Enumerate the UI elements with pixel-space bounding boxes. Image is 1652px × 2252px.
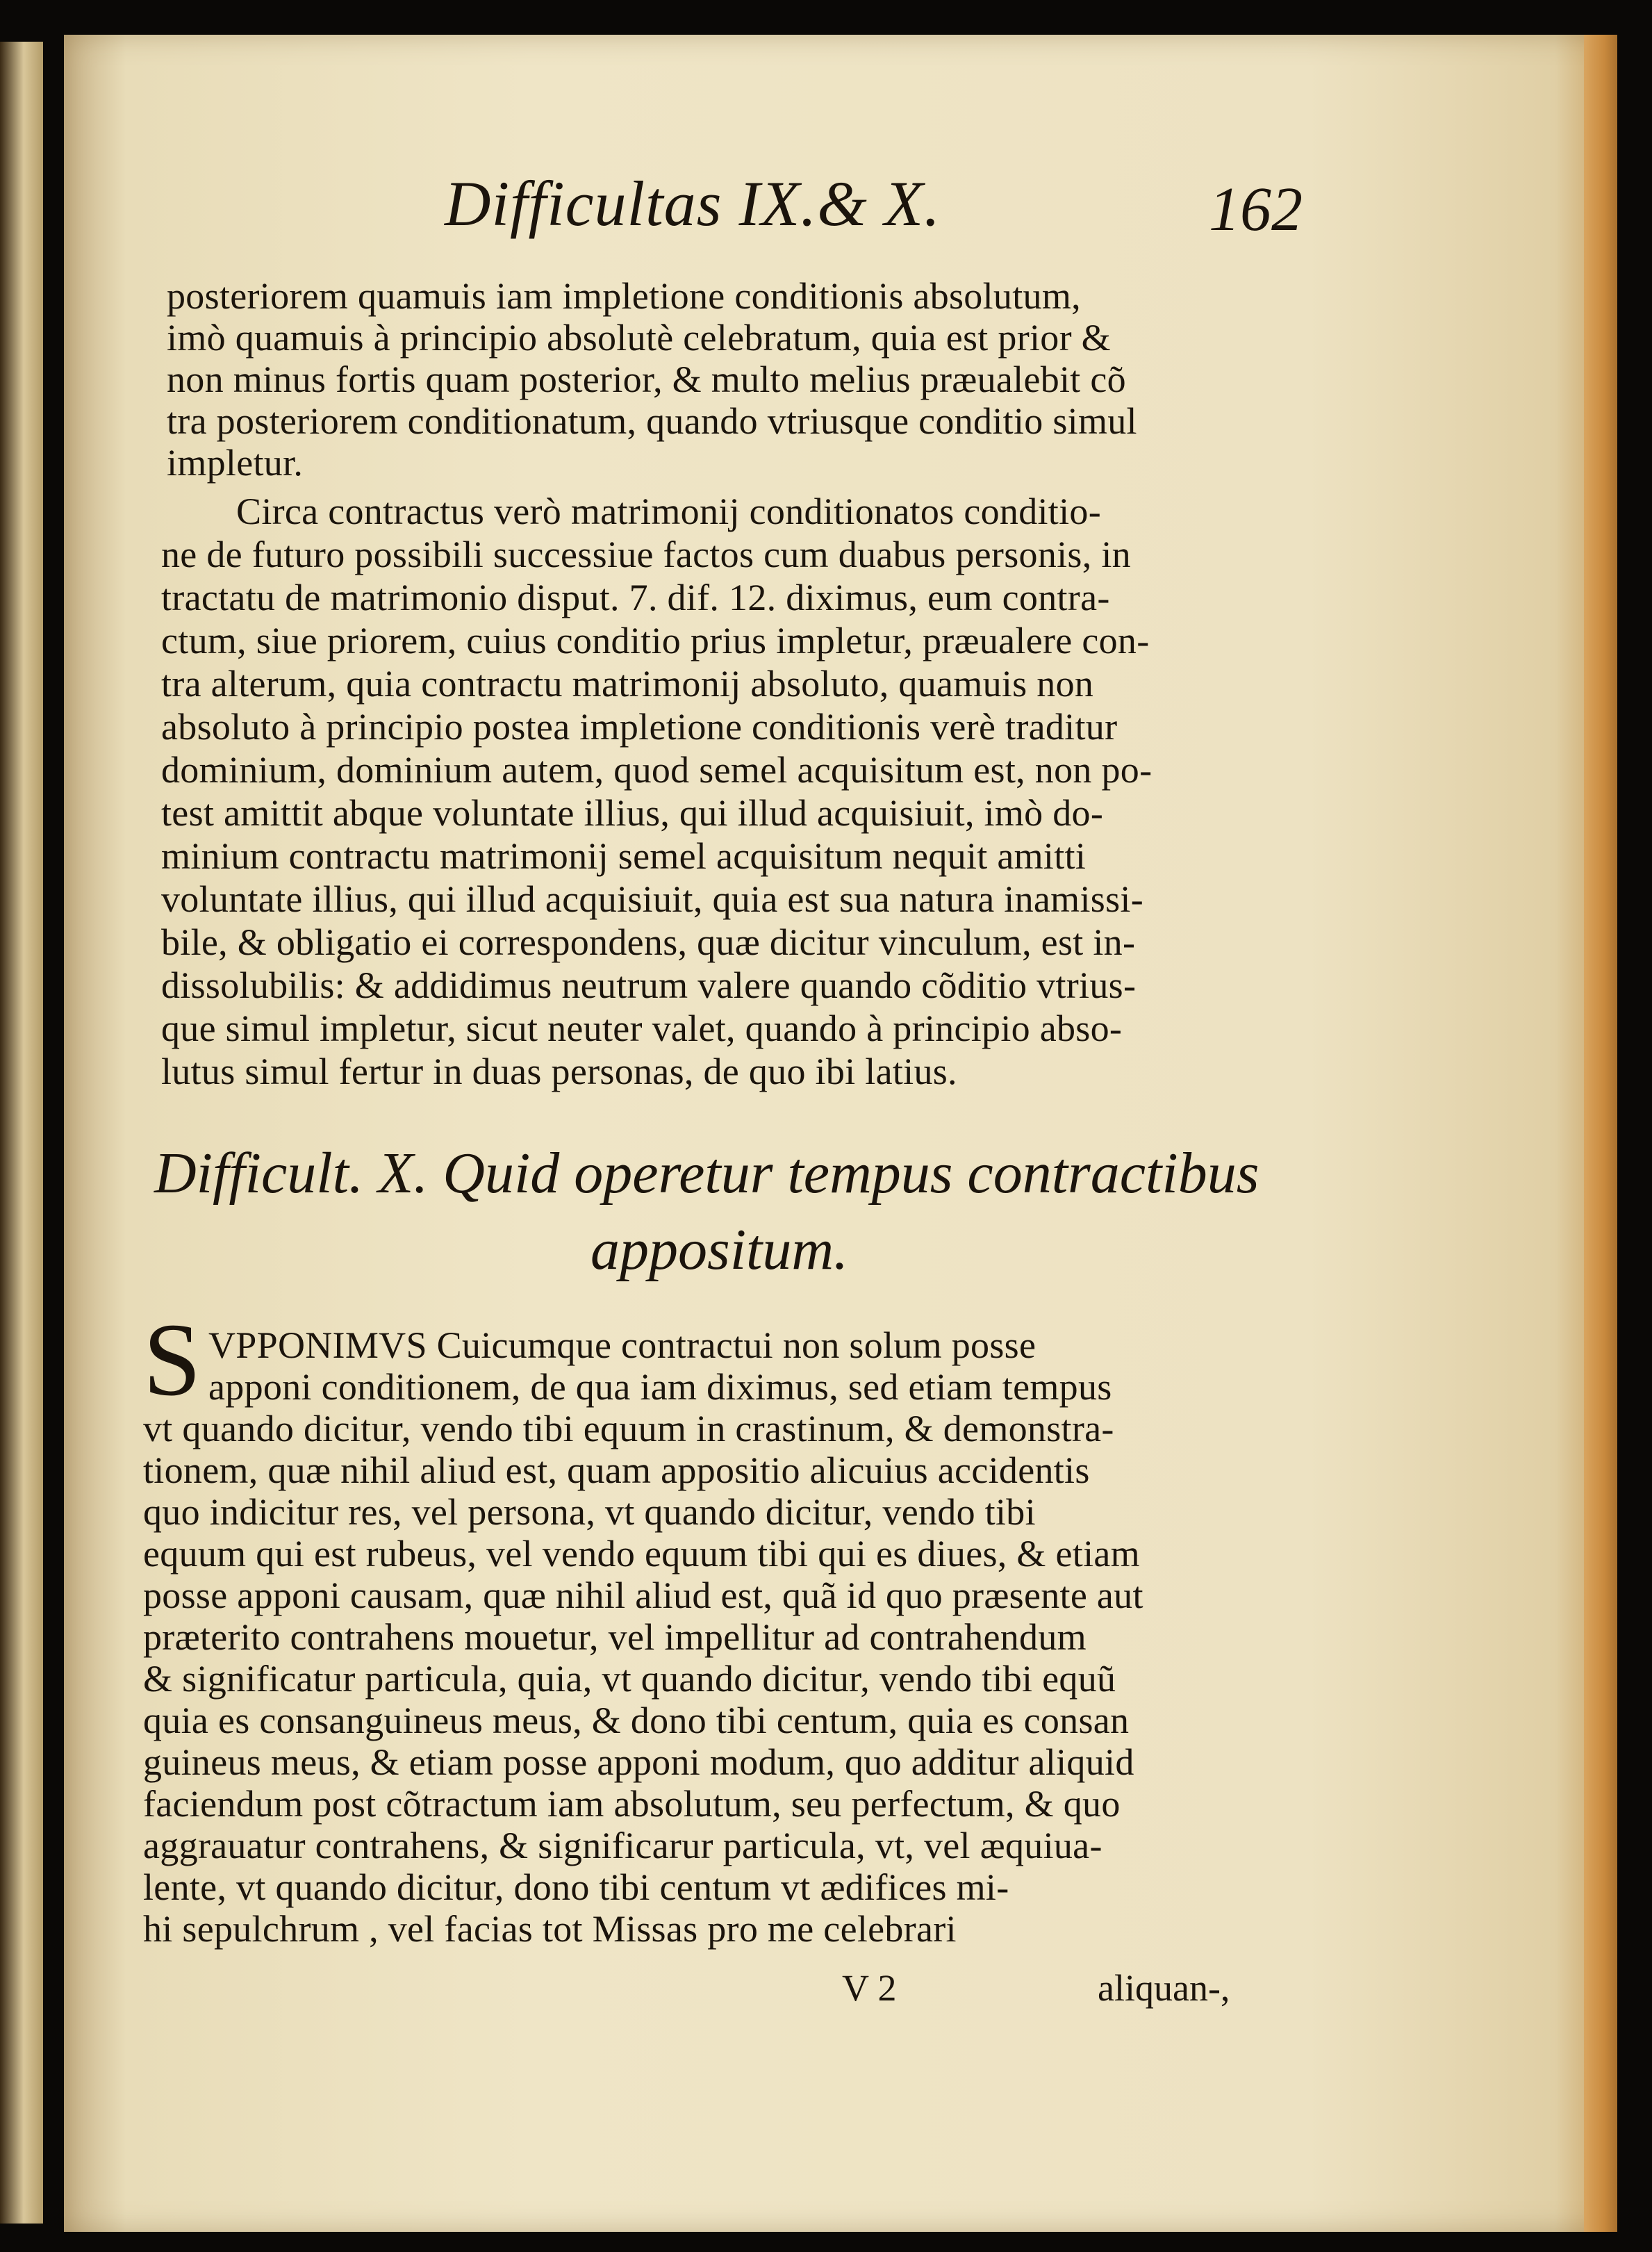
text-line: Circa contractus verò matrimonij conditionatos conditio-: [236, 491, 1101, 532]
drop-cap: S: [143, 1302, 201, 1417]
text-line: dominium, dominium autem, quod semel acquisitum est, non po-: [161, 749, 1153, 791]
text-line: præterito contrahens mouetur, vel impellitur ad contrahendum: [143, 1616, 1087, 1658]
section-heading-continued: appositum.: [590, 1217, 849, 1282]
text-line: faciendum post cõtractum iam absolutum, seu perfectum, & quo: [143, 1783, 1121, 1825]
signature-mark: V 2: [842, 1967, 897, 2009]
catchword: aliquan-,: [1098, 1967, 1230, 2009]
running-head: Difficultas IX.& X.: [445, 168, 941, 239]
page-number: 162: [1209, 175, 1303, 244]
text-line: tractatu de matrimonio disput. 7. dif. 12. diximus, eum contra-: [161, 577, 1110, 618]
text-line: hi sepulchrum , vel facias tot Missas pro me celebrari: [143, 1908, 957, 1950]
text-line: absoluto à principio postea impletione conditionis verè traditur: [161, 706, 1118, 748]
text-line: equum qui est rubeus, vel vendo equum tibi qui es diues, & etiam: [143, 1533, 1140, 1575]
text-line: bile, & obligatio ei correspondens, quæ dicitur vinculum, est in-: [161, 921, 1136, 963]
page-fore-edge: [1584, 35, 1617, 2232]
text-line: quo indicitur res, vel persona, vt quando dicitur, vendo tibi: [143, 1491, 1036, 1533]
text-line: dissolubilis: & addidimus neutrum valere quando cõditio vtrius-: [161, 964, 1137, 1006]
text-line: imò quamuis à principio absolutè celebratum, quia est prior &: [167, 317, 1111, 359]
text-line: voluntate illius, qui illud acquisiuit, quia est sua natura inamissi-: [161, 878, 1143, 920]
text-line: ctum, siue priorem, cuius conditio prius impletur, præualere con-: [161, 620, 1150, 661]
text-line: tra posteriorem conditionatum, quando vtriusque conditio simul: [167, 400, 1137, 442]
text-line: impletur.: [167, 442, 304, 484]
text-line: posteriorem quamuis iam impletione conditionis absolutum,: [167, 275, 1081, 317]
text-line: quia es consanguineus meus, & dono tibi centum, quia es consan: [143, 1700, 1130, 1741]
text-line: VPPONIMVS Cuicumque contractui non solum posse: [208, 1324, 1036, 1366]
text-line: lutus simul fertur in duas personas, de quo ibi latius.: [161, 1051, 957, 1092]
text-line: apponi conditionem, de qua iam diximus, sed etiam tempus: [208, 1366, 1112, 1408]
text-line: non minus fortis quam posterior, & multo melius præualebit cõ: [167, 359, 1126, 400]
text-line: vt quando dicitur, vendo tibi equum in crastinum, & demonstra-: [143, 1408, 1114, 1449]
section-heading: Difficult. X. Quid operetur tempus contractibus: [154, 1141, 1259, 1206]
text-line: que simul impletur, sicut neuter valet, quando à principio abso-: [161, 1008, 1123, 1049]
text-line: lente, vt quando dicitur, dono tibi centum vt ædifices mi-: [143, 1866, 1009, 1908]
text-line: aggrauatur contrahens, & significarur particula, vt, vel æquiua-: [143, 1825, 1102, 1866]
text-line: & significatur particula, quia, vt quando dicitur, vendo tibi equũ: [143, 1658, 1116, 1700]
text-line: tionem, quæ nihil aliud est, quam appositio alicuius accidentis: [143, 1449, 1090, 1491]
text-line: ne de futuro possibili successiue factos cum duabus personis, in: [161, 534, 1131, 575]
text-line: minium contractu matrimonij semel acquisitum nequit amitti: [161, 835, 1087, 877]
text-line: test amittit abque voluntate illius, qui illud acquisiuit, imò do-: [161, 792, 1104, 834]
text-line: tra alterum, quia contractu matrimonij absoluto, quamuis non: [161, 663, 1094, 705]
text-line: posse apponi causam, quæ nihil aliud est, quã id quo præsente aut: [143, 1575, 1143, 1616]
left-page-edge: [0, 42, 43, 2224]
text-line: guineus meus, & etiam posse apponi modum, quo additur aliquid: [143, 1741, 1134, 1783]
